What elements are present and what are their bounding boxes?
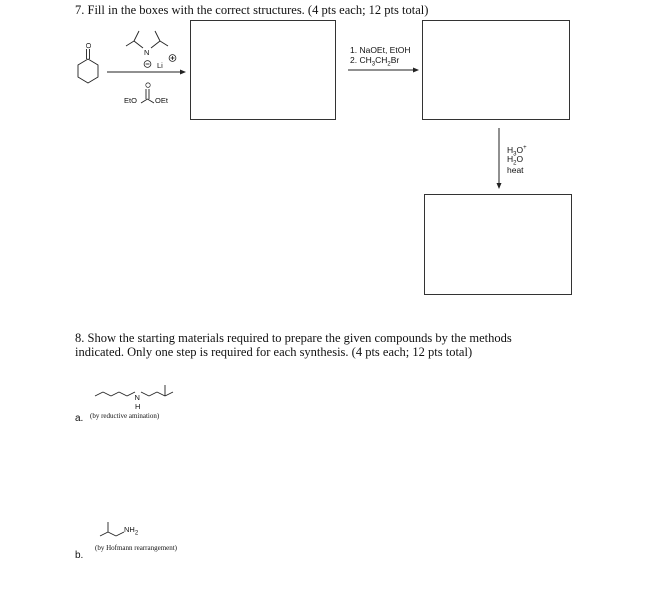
carbonate-oxygen-label: O — [143, 82, 153, 88]
ester-left-label: EtO — [124, 96, 137, 105]
step2-reagent-1: 1. NaOEt, EtOH — [350, 45, 411, 55]
part-a-nitrogen-label: N — [134, 393, 140, 402]
q7-title: 7. Fill in the boxes with the correct structures. (4 pts each; 12 pts total) — [75, 3, 429, 17]
ester-right-label: OEt — [155, 96, 168, 105]
step3-reagent-1: $H_3O^+$ — [507, 144, 527, 158]
lithium-label: Li — [157, 61, 163, 70]
nitrogen-label: N — [144, 48, 150, 57]
part-a-hydrogen-label: H — [135, 402, 141, 411]
step2-reagent-2: 2. $CH_3CH_2Br$ — [350, 55, 400, 68]
part-a-method: (by reductive amination) — [90, 412, 160, 420]
q8-title-line2: indicated. Only one step is required for each synthesis. (4 pts each; 12 pts total) — [75, 345, 473, 359]
part-b-label: b. — [75, 550, 84, 561]
q8-title-line1: 8. Show the starting materials required to prepare the given compounds by the methods — [75, 331, 512, 345]
part-b-method: (by Hofmann rearrangement) — [95, 544, 178, 552]
step3-reagent-3: heat — [507, 165, 524, 175]
carbonyl-oxygen-label: O — [84, 42, 93, 49]
step3-reagent-2: $H_2O$ — [507, 154, 524, 167]
part-b-amine-label: $NH_2$ — [124, 525, 139, 537]
part-a-label: a. — [75, 413, 84, 424]
